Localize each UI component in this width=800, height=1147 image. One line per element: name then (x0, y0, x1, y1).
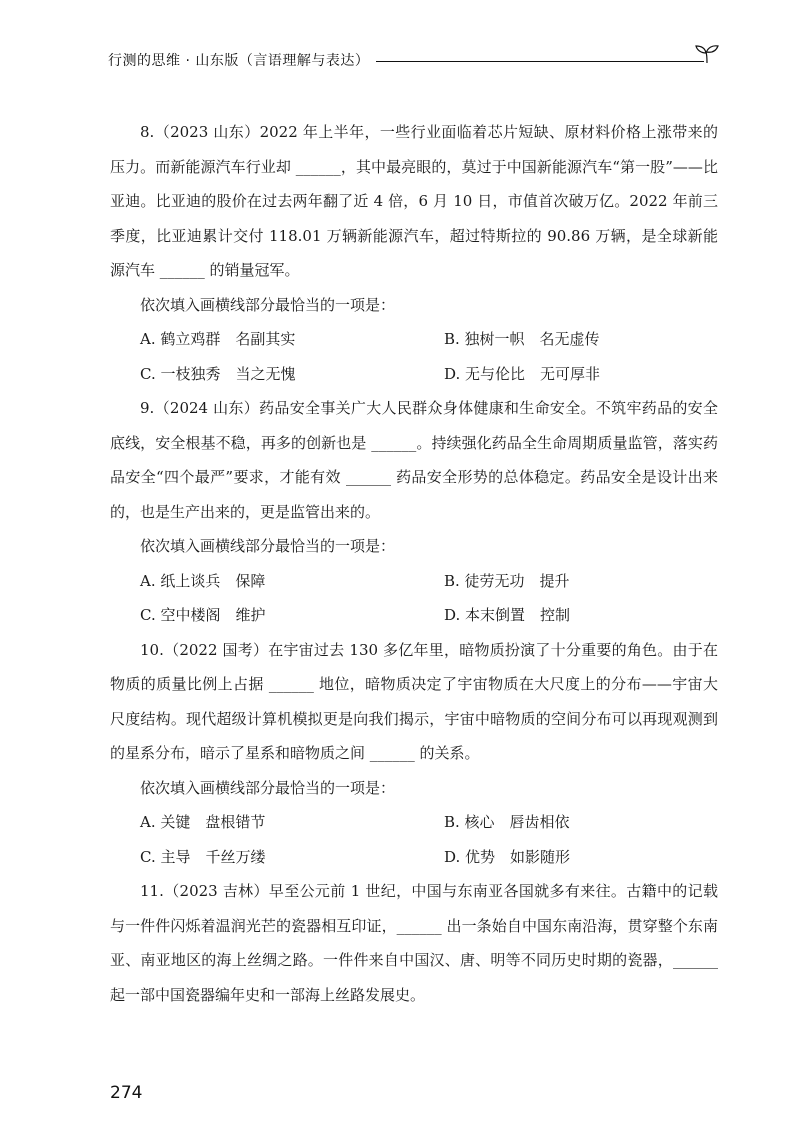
option-a: A. 纸上谈兵 保障 (140, 571, 266, 590)
option-b: B. 核心 唇齿相依 (444, 813, 570, 831)
question-8 (110, 115, 718, 391)
question-text: 11.（2023 吉林）早至公元前 1 世纪，中国与东南亚各国就多有来往。古籍中的记载与一件件闪烁着温润光芒的瓷器相互印证，______ 出一条始自中国东南沿海，贯穿整个东南亚、南亚地区的海上丝绸之路。一件件来自中国汉、唐、明等不同历史时期的瓷器，______ 起一部中国瓷器编年史和一部海上丝路发展史。 (110, 882, 718, 1004)
question-text: 10.（2022 国考）在宇宙过去 130 多亿年里，暗物质扮演了十分重要的角色。由于在物质的质量比例上占据 ______ 地位，暗物质决定了宇宙物质在大尺度上的分布——宇宙大尺度结构。现代超级计算机模拟更是向我们揭示，宇宙中暗物质的空间分布可以再现观测到的星系分布，暗示了星系和暗物质之间 ______ 的关系。 (110, 640, 718, 762)
option-c: C. 主导 千丝万缕 (140, 847, 266, 866)
options-row (110, 805, 718, 840)
question-text: 8.（2023 山东）2022 年上半年，一些行业面临着芯片短缺、原材料价格上涨带来的压力。而新能源汽车行业却 ______，其中最亮眼的，莫过于中国新能源汽车“第一股”——比亚迪。比亚迪的股价在过去两年翻了近 4 倍，6 月 10 日，市值首次破万亿。2022 年前三季度，比亚迪累计交付 118.01 万辆新能源汽车，超过特斯拉的 90.86 万辆，是全球新能源汽车 ______ 的销量冠军。 (110, 123, 718, 279)
option-c: C. 一枝独秀 当之无愧 (140, 364, 296, 383)
option-d: D. 无与伦比 无可厚非 (444, 364, 601, 383)
question-11 (110, 874, 718, 1012)
book-title: 行测的思维 · 山东版（言语理解与表达） (108, 53, 370, 69)
option-a: A. 鹤立鸡群 名副其实 (140, 330, 296, 348)
page-content (110, 115, 718, 1012)
option-a: A. 关键 盘根错节 (140, 813, 266, 831)
header-rule (376, 61, 704, 62)
question-10 (110, 633, 718, 875)
options-row (110, 564, 718, 599)
option-d: D. 优势 如影随形 (444, 847, 571, 866)
page-number: 274 (110, 1083, 143, 1103)
question-text: 9.（2024 山东）药品安全事关广大人民群众身体健康和生命安全。不筑牢药品的安全底线，安全根基不稳，再多的创新也是 ______。持续强化药品全生命周期质量监管，落实药品安全“四个最严”要求，才能有效 ______ 药品安全形势的总体稳定。药品安全是设计出来的，也是生产出来的，更是监管出来的。 (110, 399, 718, 521)
options-row (110, 357, 718, 392)
running-header (108, 44, 718, 74)
question-prompt: 依次填入画横线部分最恰当的一项是： (140, 778, 396, 797)
question-9 (110, 391, 718, 633)
option-b: B. 徒劳无功 提升 (444, 571, 570, 590)
options-row (110, 322, 718, 357)
question-prompt: 依次填入画横线部分最恰当的一项是： (140, 537, 396, 555)
options-row (110, 840, 718, 875)
question-prompt: 依次填入画横线部分最恰当的一项是： (140, 295, 396, 314)
option-d: D. 本末倒置 控制 (444, 606, 571, 624)
sprout-icon (692, 44, 722, 64)
option-b: B. 独树一帜 名无虚传 (444, 330, 600, 348)
options-row (110, 598, 718, 633)
option-c: C. 空中楼阁 维护 (140, 606, 266, 624)
